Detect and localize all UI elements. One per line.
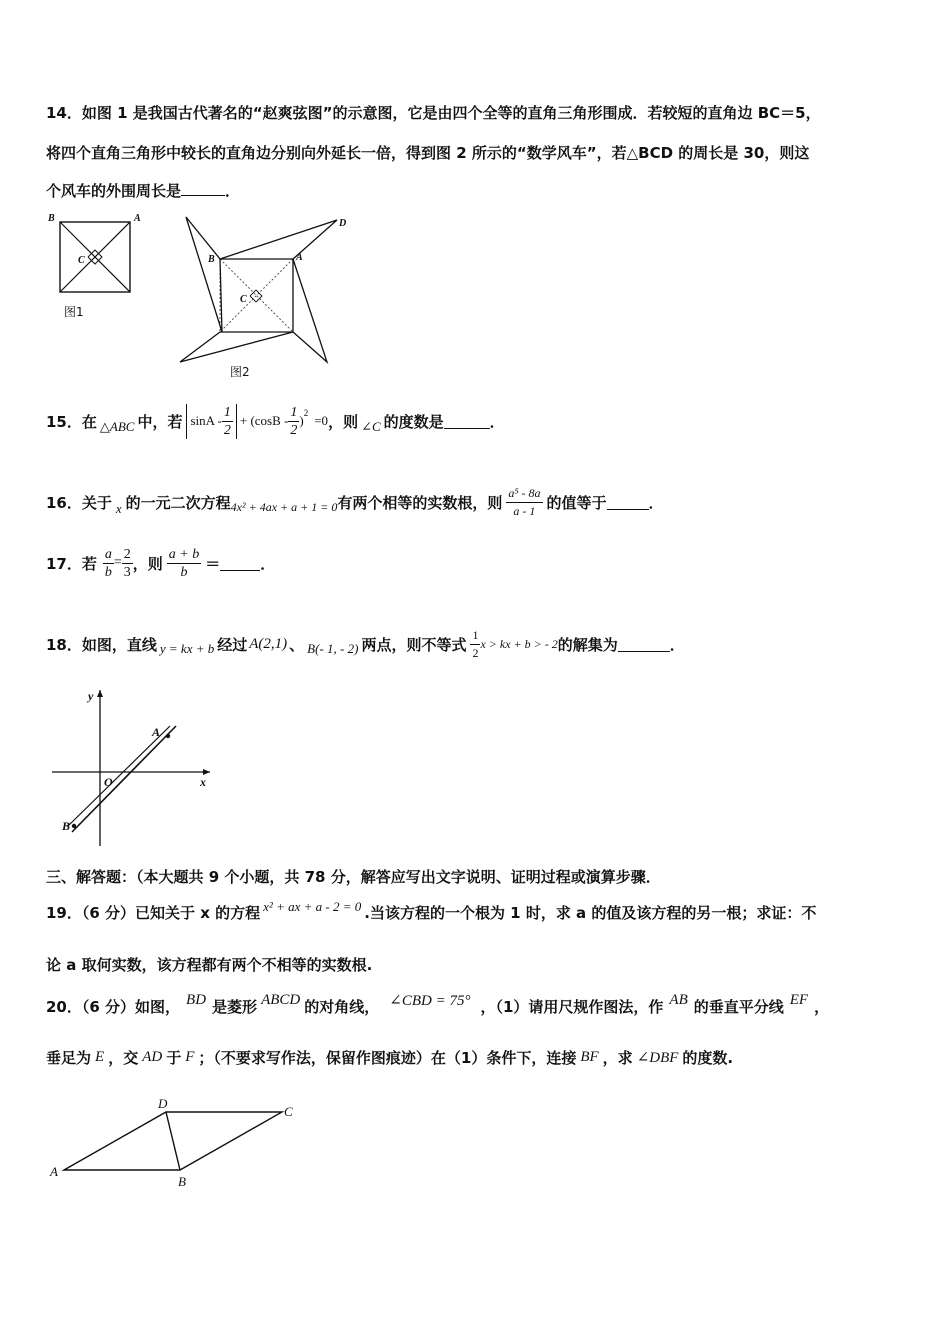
q18-label-y: y <box>88 689 94 703</box>
answer-blank <box>181 181 225 196</box>
answer-blank <box>444 414 490 429</box>
q20-label-B: B <box>178 1174 186 1189</box>
fig2-label-C: C <box>240 294 247 305</box>
q19-line1: 19．（6 分）已知关于 x 的方程 x² + ax + a - 2 = 0 .当该方程的一个根为 1 时，求 a 的值及该方程的另一根；求证：不 <box>46 899 817 922</box>
fig1-label-C: C <box>78 255 85 266</box>
q18-label-O: O <box>104 775 113 789</box>
q19-line2: 论 a 取何实数，该方程都有两个不相等的实数根. <box>46 956 373 974</box>
fig1-label-A: A <box>134 213 141 224</box>
section-3-heading: 三、解答题：（本大题共 9 个小题，共 78 分，解答应写出文字说明、证明过程或演算步骤． <box>46 868 661 886</box>
q18-label-x: x <box>200 775 206 789</box>
q14-line2: 将四个直角三角形中较长的直角边分别向外延长一倍，得到图 2 所示的“数学风车”，若△BCD 的周长是 30，则这 <box>46 144 810 162</box>
figure-1 <box>46 212 146 324</box>
q14-line3: 个风车的外围周长是 ． <box>46 182 241 200</box>
fig2-label-B: B <box>208 254 215 265</box>
answer-blank <box>220 556 260 571</box>
q14-line1: 14．如图 1 是我国古代著名的“赵爽弦图”的示意图，它是由四个全等的直角三角形围成．若较短的直角边 BC＝5， <box>46 104 821 122</box>
fig2-label-A: A <box>296 252 303 263</box>
figure-2 <box>172 212 362 382</box>
q18: 18．如图，直线 y = kx + b 经过 A(2,1) 、 B(- 1, - 2) 两点，则不等式 $\frac{1}{2}$ x > kx + b > - 2 的解集为 ． <box>46 627 685 660</box>
q20-label-D: D <box>158 1096 168 1111</box>
fig2-caption: 图2 <box>230 365 250 379</box>
answer-blank <box>607 495 649 510</box>
abs-value: sinA - $\frac{1}{2}$ <box>186 404 236 439</box>
fig2-label-D: D <box>339 218 347 229</box>
q17: 17．若 $\frac{a}{b}$ = $\frac{2}{3}$ ，则 $\frac{a + b}{b}$ ＝ ． <box>46 546 276 580</box>
fig1-caption: 图1 <box>64 305 84 319</box>
q16: 16．关于 x 的一元二次方程 4x² + 4ax + a + 1 = 0 有两个相等的实数根，则 $\frac{\text{a⁵ - 8a}}{a - 1}$ 的值等于 ． <box>46 485 664 518</box>
q20-label-A: A <box>50 1164 58 1179</box>
q15: 15．在 △ABC 中，若 sinA - $\frac{1}{2}$ + (cosB - $\frac{1}{2}$ ) $^2$ =0 ，则 ∠C 的度数是 ． <box>46 404 505 438</box>
figure-q18-graph <box>46 686 216 850</box>
answer-blank <box>618 637 670 652</box>
q20-line2: 垂足为 E ，交 AD 于 F ；（不要求写作法，保留作图痕迹）在（1）条件下，连接 BF ，求 ∠DBF 的度数. <box>46 1048 734 1067</box>
figure-q20-rhombus <box>46 1094 306 1194</box>
q20-line1: 20．（6 分）如图， BD 是菱形 ABCD 的对角线， ∠CBD = 75° ，（1）请用尺规作图法，作 AB 的垂直平分线 EF ， <box>46 991 830 1016</box>
q18-label-A: A <box>152 725 161 739</box>
fig1-label-B: B <box>48 213 55 224</box>
q18-label-B: B <box>62 819 71 833</box>
q20-label-C: C <box>284 1104 293 1119</box>
